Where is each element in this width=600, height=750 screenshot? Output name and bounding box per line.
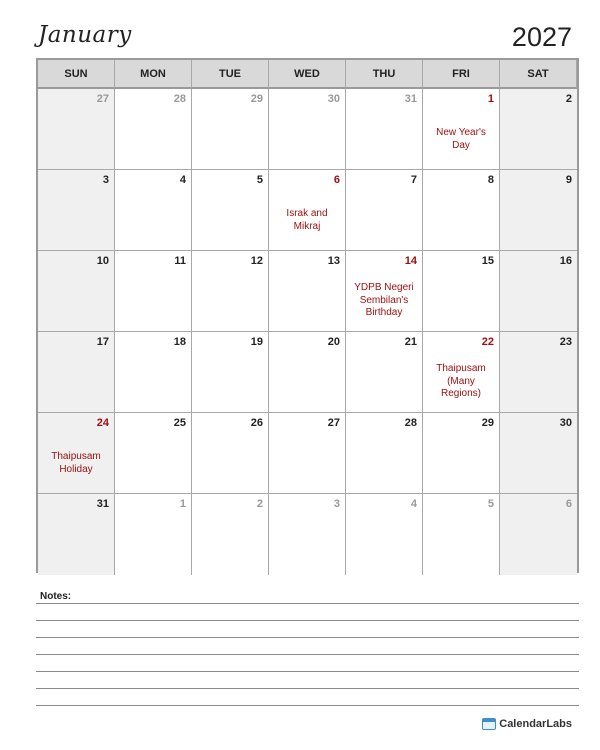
day-cell [269,170,346,251]
day-number: 20 [327,336,340,348]
weekday-header-mon: MON [115,60,192,89]
day-cell [346,89,423,170]
day-number: 12 [250,255,263,267]
day-cell [115,332,192,413]
notes-line [36,688,579,689]
day-cell [500,494,577,575]
day-number: 13 [327,255,340,267]
day-cell [423,413,500,494]
day-cell [115,494,192,575]
day-number: 27 [327,417,340,429]
day-cell [38,332,115,413]
day-cell [346,413,423,494]
day-number: 30 [327,93,340,105]
day-cell [38,251,115,332]
notes-line [36,654,579,655]
day-cell [192,251,269,332]
day-number: 5 [487,498,494,510]
day-cell [423,170,500,251]
weekday-header-fri: FRI [423,60,500,89]
day-cell [38,413,115,494]
day-cell [38,170,115,251]
day-number: 16 [559,255,572,267]
year-title: 2027 [511,22,572,52]
day-number: 8 [487,174,494,186]
day-cell [423,89,500,170]
day-number: 6 [565,498,572,510]
day-number: 4 [179,174,186,186]
day-number: 15 [481,255,494,267]
day-number: 1 [179,498,186,510]
day-number: 14 [404,255,417,267]
day-cell [346,170,423,251]
day-cell [269,494,346,575]
notes-line [36,620,579,621]
day-cell [346,494,423,575]
notes-line [36,637,579,638]
weekday-header-sun: SUN [38,60,115,89]
day-number: 6 [333,174,340,186]
day-number: 3 [102,174,109,186]
holiday-event: Thaipusam (Many Regions) [436,363,486,399]
calendar-grid [36,58,579,573]
day-cell [115,251,192,332]
day-cell [115,170,192,251]
holiday-event: Thaipusam Holiday [51,451,101,475]
day-cell [192,170,269,251]
day-cell [115,413,192,494]
day-number: 2 [256,498,263,510]
month-title: January [38,22,132,48]
holiday-event: YDPB Negeri Sembilan's Birthday [354,282,414,318]
day-number: 7 [410,174,417,186]
day-number: 21 [404,336,417,348]
day-cell [269,89,346,170]
day-number: 4 [410,498,417,510]
day-cell [269,413,346,494]
notes-line [36,671,579,672]
day-cell [500,89,577,170]
day-number: 30 [559,417,572,429]
day-cell [500,332,577,413]
day-number: 29 [250,93,263,105]
day-number: 28 [173,93,186,105]
holiday-event: Israk and Mikraj [286,208,328,232]
brand-name: CalendarLabs [499,718,572,730]
notes-line [36,603,579,604]
calendar-icon [482,718,496,730]
day-cell [38,494,115,575]
day-number: 11 [174,255,186,267]
day-cell [423,332,500,413]
day-number: 29 [481,417,494,429]
day-cell [192,494,269,575]
day-cell [500,170,577,251]
day-number: 1 [487,93,494,105]
weekday-header-tue: TUE [192,60,269,89]
weekday-header-wed: WED [269,60,346,89]
day-number: 18 [173,336,186,348]
day-number: 24 [96,417,109,429]
day-number: 17 [96,336,109,348]
day-cell [192,413,269,494]
day-number: 19 [250,336,263,348]
day-cell [269,251,346,332]
weekday-header-sat: SAT [500,60,577,89]
day-number: 10 [96,255,109,267]
day-number: 3 [333,498,340,510]
day-cell [115,89,192,170]
day-number: 28 [404,417,417,429]
day-number: 9 [565,174,572,186]
holiday-event: New Year's Day [436,127,486,151]
day-number: 2 [565,93,572,105]
brand-logo [482,718,572,730]
notes-line [36,705,579,706]
day-cell [500,251,577,332]
notes-label: Notes: [40,591,72,602]
day-cell [192,332,269,413]
day-number: 25 [173,417,186,429]
day-number: 31 [96,498,109,510]
day-cell [423,251,500,332]
day-number: 23 [559,336,572,348]
day-cell [38,89,115,170]
day-number: 27 [96,93,109,105]
weekday-header-thu: THU [346,60,423,89]
day-cell [423,494,500,575]
day-cell [346,251,423,332]
day-number: 22 [481,336,494,348]
day-cell [500,413,577,494]
day-cell [346,332,423,413]
day-cell [192,89,269,170]
day-number: 31 [404,93,417,105]
day-cell [269,332,346,413]
day-number: 5 [256,174,263,186]
day-number: 26 [250,417,263,429]
